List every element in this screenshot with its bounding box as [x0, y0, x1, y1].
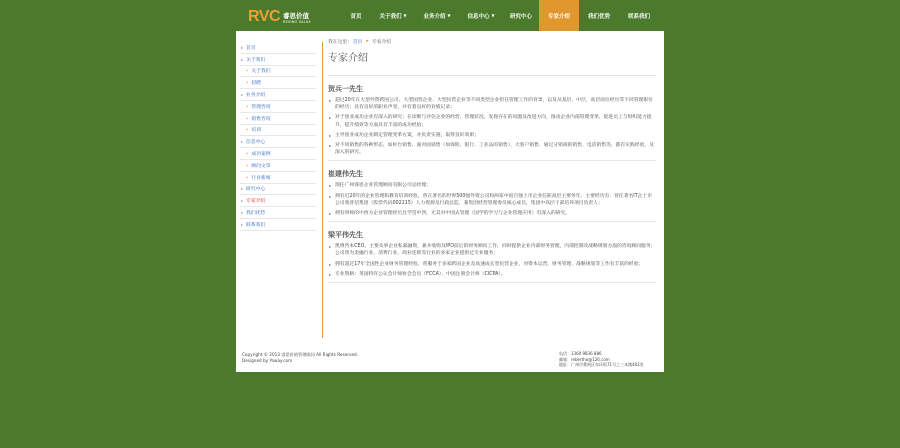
expert-point: ▸ 专业资格：英国特许公认会计师协会会员（FCCA）、中国注册会计师（CICPA）。	[328, 271, 656, 278]
sidebar-item-2[interactable]	[240, 66, 316, 78]
sidebar-item-10[interactable]	[240, 160, 316, 172]
footer-phone: 电话：1360 9836 886	[559, 351, 602, 356]
arrow-right-icon: ▸	[241, 56, 244, 62]
caret-down-icon: ▼	[491, 13, 495, 18]
expert-divider	[328, 282, 656, 283]
expert-name: 贺兵一先生	[328, 85, 363, 93]
nav-item-label: 业务介绍	[423, 13, 446, 20]
sidebar-item-13[interactable]	[240, 195, 316, 207]
nav-item-2[interactable]	[415, 0, 459, 31]
logo-cn: 睿思价值	[283, 12, 309, 20]
sidebar-item-label: 行业新闻	[251, 175, 271, 181]
sidebar-item-label: 招聘	[251, 81, 261, 87]
sidebar-divider	[322, 42, 323, 338]
footer-address: 地址：广州市番禺区东环街71号之三本楼402室	[559, 362, 644, 368]
expert-divider	[328, 160, 656, 161]
nav-item-label: 专家介绍	[547, 13, 570, 20]
expert-point: ▸ 超过20年在大型外资跨国公司、大型国营企业、大型民营企业等不同类型企业担任管理工作的背景，以及从基层、中层、高层岗位经历等不同管理职位的经历；具有良好的职业声誉，并有着良好的业绩记录；	[328, 97, 656, 111]
nav-item-label: 联系我们	[627, 13, 650, 20]
sidebar	[240, 42, 316, 231]
logo-mark: RVC	[248, 8, 280, 25]
nav-item-label: 首页	[350, 13, 362, 20]
footer-designed-by[interactable]: Designed by Yoway.com	[242, 358, 293, 363]
sidebar-item-label: 业务介绍	[246, 93, 266, 99]
breadcrumb-current: 专家介绍	[371, 39, 392, 45]
footer	[236, 346, 664, 372]
nav-item-3[interactable]	[459, 0, 503, 31]
sidebar-item-label: 信息中心	[246, 140, 266, 146]
expert-name: 崔建伟先生	[328, 170, 363, 179]
sidebar-item-1[interactable]	[240, 54, 316, 66]
sidebar-item-label: 培训	[251, 128, 261, 134]
caret-down-icon: ▼	[403, 13, 407, 18]
sidebar-item-label: 管理咨询	[251, 104, 271, 110]
sidebar-item-label: 首页	[246, 45, 256, 51]
expert-point: ▸ 拥有超过17年全国性企业财务管理经验，曾服务于多家跨国企业及高速成长型民营企业，对资本运营、财务管理、战略规划等工作有丰富的经验；	[328, 261, 656, 268]
expert-section	[328, 230, 656, 283]
expert-point: ▸ 凯博咨本CEO。主要从事企业私募融资，兼并收购及IPO前后的财务顾问工作，同时提供企业内部财务管理，内部控制及战略规划方面的咨询顾问服务；公司曾为金融行业、消费行业、商业连锁等行业的多家企业提供过专业服务；	[328, 243, 656, 257]
breadcrumb-prefix: 我在这里:	[328, 39, 349, 45]
sidebar-item-8[interactable]	[240, 136, 316, 148]
nav-item-label: 信息中心	[467, 13, 490, 20]
breadcrumb-arrow-icon: ▸	[366, 38, 369, 44]
arrow-right-icon: ▸	[241, 221, 244, 227]
bullet-dot-icon: •	[246, 103, 249, 109]
sidebar-item-label: 成功案例	[251, 152, 271, 158]
expert-point: ▸ 主导创业成功企业制定管理变革方案，并负责实施，取得良好效果；	[328, 132, 656, 139]
nav-item-0[interactable]	[341, 0, 371, 31]
bullet-dot-icon: •	[246, 174, 249, 180]
arrow-right-icon: ▸	[241, 198, 244, 204]
expert-point: ▸ 对于创业成功企业有深入的研究；在诊断与评估企业的经营、管理状况，发现存在的问题及改进方向，推动企业内部管理变革，促进员工与组织能力提升，提升绩效等方面具有丰富的成功经验；	[328, 114, 656, 128]
caret-down-icon: ▼	[447, 13, 451, 18]
page-title: 专家介绍	[328, 52, 656, 76]
bullet-dot-icon: •	[246, 80, 249, 86]
nav-item-1[interactable]	[371, 0, 415, 31]
sidebar-item-11[interactable]	[240, 172, 316, 184]
expert-point: ▸ 拥有将帅的中西方企业管理经历且学贯中西，尤其对中国式管理（国学的学习与企业管理应用）有深入的研究。	[328, 210, 656, 217]
main-nav	[341, 0, 659, 31]
sidebar-item-label: 研究中心	[246, 187, 266, 193]
logo-en: RESINO VALUE	[283, 20, 311, 24]
sidebar-item-label: 关于我们	[251, 69, 271, 75]
sidebar-item-6[interactable]	[240, 113, 316, 125]
expert-section	[328, 84, 656, 161]
sidebar-item-4[interactable]	[240, 89, 316, 101]
nav-item-6[interactable]	[579, 0, 619, 31]
sidebar-item-label: 顾问文章	[251, 163, 271, 169]
nav-item-7[interactable]	[619, 0, 659, 31]
expert-points	[328, 97, 656, 156]
bullet-dot-icon: •	[246, 162, 249, 168]
header	[236, 0, 664, 31]
sidebar-item-15[interactable]	[240, 219, 316, 231]
footer-email: 邮箱：rebertho@126.com	[559, 356, 610, 362]
bullet-dot-icon: •	[246, 68, 249, 74]
sidebar-item-9[interactable]	[240, 148, 316, 160]
arrow-right-icon: ▸	[241, 92, 244, 98]
arrow-right-icon: ▸	[241, 210, 244, 216]
expert-points	[328, 182, 656, 217]
breadcrumb	[328, 36, 656, 46]
sidebar-item-7[interactable]	[240, 125, 316, 137]
sidebar-item-12[interactable]	[240, 184, 316, 196]
arrow-right-icon: ▸	[241, 44, 244, 50]
expert-point: ▸ 现任广州睿思企业管理顾问有限公司总经理；	[328, 182, 656, 189]
expert-name: 梁平伟先生	[328, 231, 363, 240]
expert-divider	[328, 221, 656, 222]
sidebar-item-3[interactable]	[240, 77, 316, 89]
nav-item-label: 研究中心	[509, 13, 532, 20]
sidebar-item-0[interactable]	[240, 42, 316, 54]
sidebar-item-label: 关于我们	[246, 57, 266, 63]
bullet-dot-icon: •	[246, 151, 249, 157]
nav-item-5[interactable]	[539, 0, 579, 31]
sidebar-item-label: 销售咨询	[251, 116, 271, 122]
nav-item-label: 我们优势	[587, 13, 610, 20]
sidebar-item-label: 专家介绍	[246, 199, 266, 205]
expert-point: ▸ 拥有近20年的企业管理和教育培训经验，曾在著名的世界500强外资公司和两家中国百强上市企业任职高层主要务年。主要经历有：曾任著名IT企上市公司奥普信集团（股票代码002215）人力资源及行政总监，兼集团经营管理委员核心成员，集团中高层干部培养项目负责人；	[328, 193, 656, 207]
nav-item-label: 关于我们	[379, 13, 402, 20]
sidebar-item-5[interactable]	[240, 101, 316, 113]
arrow-right-icon: ▸	[241, 186, 244, 192]
sidebar-item-label: 我们优势	[246, 211, 266, 217]
breadcrumb-home-link[interactable]: 首页	[352, 39, 363, 45]
page-container	[236, 0, 664, 368]
footer-copyright: Copyright © 2013 睿思价值管理顾问 All Rights Reserved.	[242, 352, 359, 357]
expert-list	[328, 84, 656, 283]
expert-points	[328, 243, 656, 278]
expert-section	[328, 169, 656, 222]
logo[interactable]	[248, 7, 311, 25]
main-content	[328, 36, 656, 283]
bullet-dot-icon: •	[246, 127, 249, 133]
sidebar-item-label: 联系我们	[246, 222, 266, 228]
bullet-dot-icon: •	[246, 115, 249, 121]
sidebar-item-14[interactable]	[240, 207, 316, 219]
expert-point: ▸ 对不同销售的各种形态，如柜台销售、面对面销售（如保险、银行、工业品的销售）、大客户销售、通过分销商的销售、电话销售等，都有实践经验，及深入的研究。	[328, 142, 656, 156]
nav-item-4[interactable]	[503, 0, 539, 31]
arrow-right-icon: ▸	[241, 139, 244, 145]
